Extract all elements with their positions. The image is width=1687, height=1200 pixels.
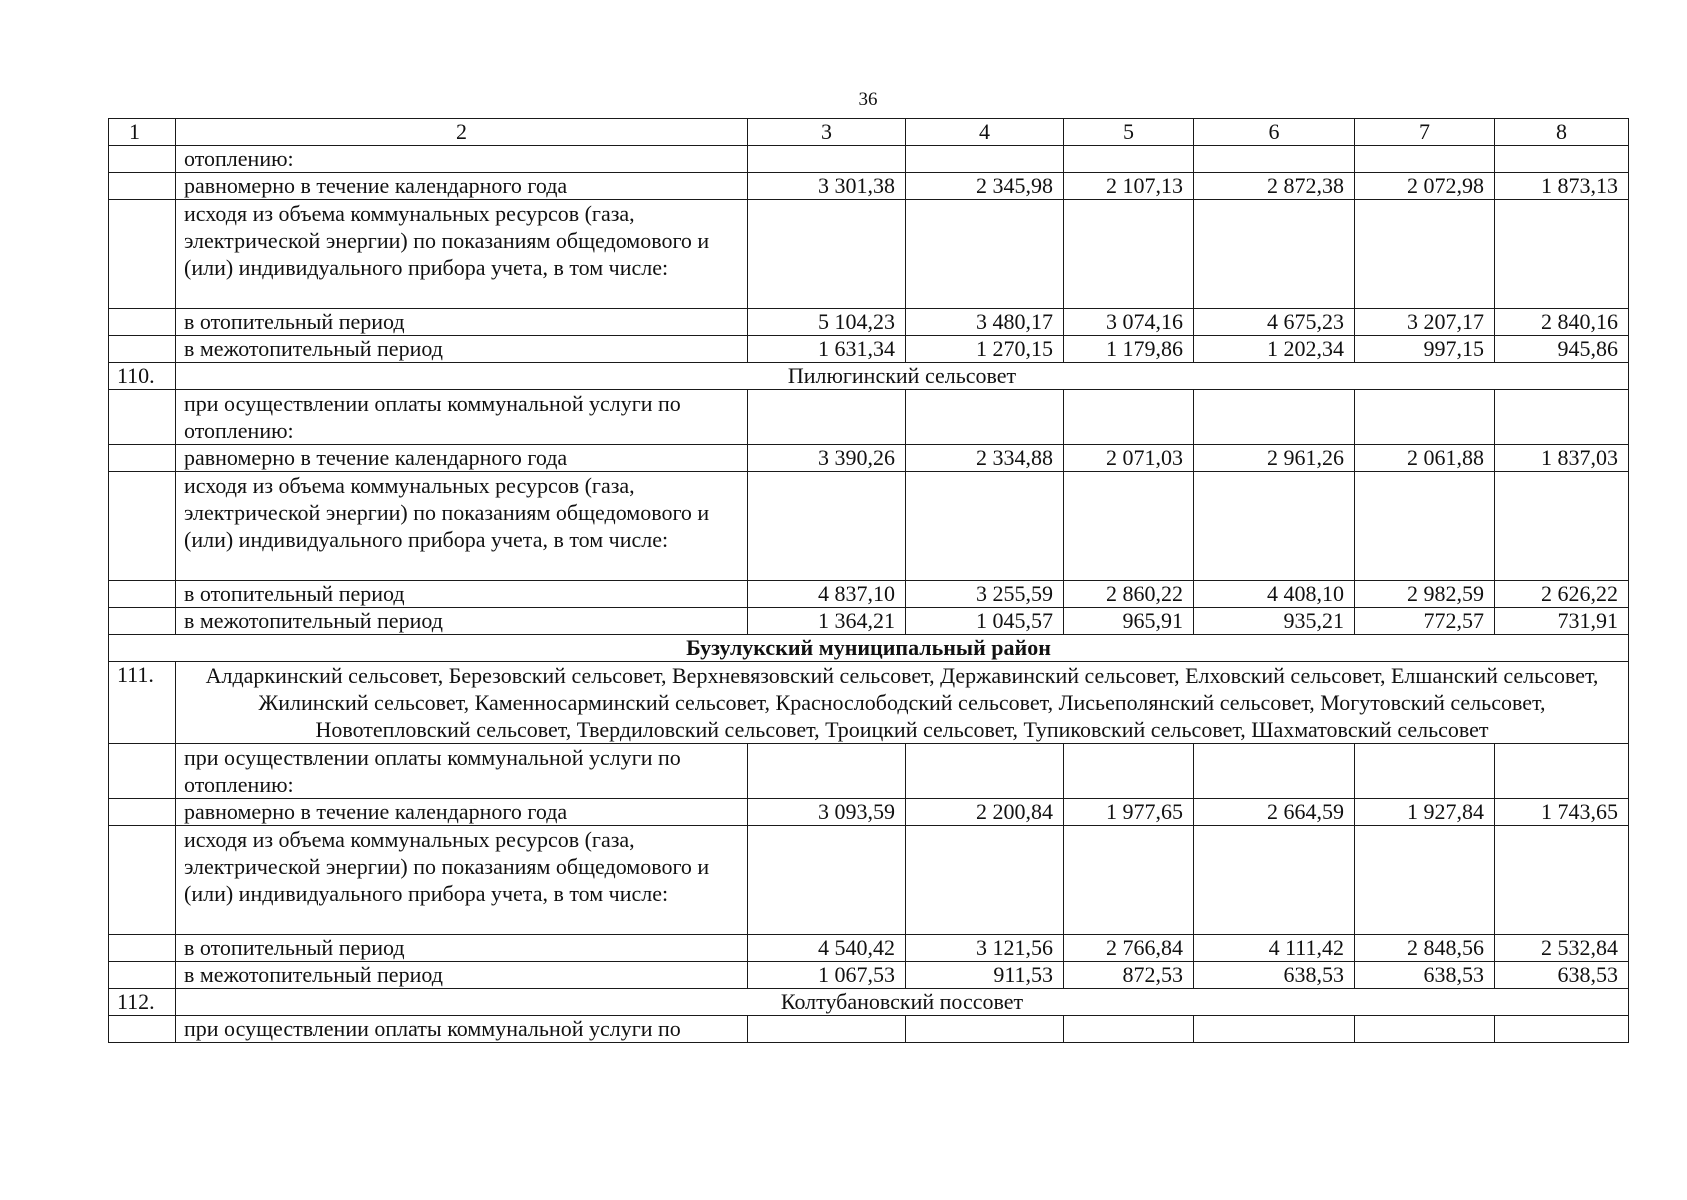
section-title: Колтубановский поссовет	[176, 989, 1629, 1016]
value-cell: 2 860,22	[1064, 581, 1194, 608]
value-cell: 2 626,22	[1495, 581, 1629, 608]
value-cell: 3 255,59	[906, 581, 1064, 608]
value-cell: 638,53	[1495, 962, 1629, 989]
value-cell: 2 982,59	[1355, 581, 1495, 608]
section-row-110	[109, 363, 1629, 390]
value-cell: 1 873,13	[1495, 173, 1629, 200]
value-cell: 2 664,59	[1194, 799, 1355, 826]
column-header: 5	[1064, 119, 1194, 146]
value-cell: 945,86	[1495, 336, 1629, 363]
value-cell: 2 072,98	[1355, 173, 1495, 200]
value-cell: 935,21	[1194, 608, 1355, 635]
table-row	[109, 173, 1629, 200]
table-row	[109, 146, 1629, 173]
column-header: 2	[176, 119, 748, 146]
value-cell: 2 061,88	[1355, 445, 1495, 472]
table-row	[109, 962, 1629, 989]
value-cell: 1 927,84	[1355, 799, 1495, 826]
table-row	[109, 336, 1629, 363]
value-cell: 1 743,65	[1495, 799, 1629, 826]
value-cell: 3 074,16	[1064, 309, 1194, 336]
value-cell: 4 540,42	[748, 935, 906, 962]
value-cell: 4 837,10	[748, 581, 906, 608]
table-row	[109, 309, 1629, 336]
table-row	[109, 581, 1629, 608]
row-label: исходя из объема коммунальных ресурсов (газа, электрической энергии) по показаниям общедомового и (или) индивидуального прибора учета, в том числе:	[176, 826, 748, 935]
value-cell: 2 848,56	[1355, 935, 1495, 962]
column-header-row	[109, 119, 1629, 146]
row-label: при осуществлении оплаты коммунальной услуги по	[176, 1016, 748, 1043]
row-label: равномерно в течение календарного года	[176, 173, 748, 200]
row-label: в межотопительный период	[176, 962, 748, 989]
table-row	[109, 1016, 1629, 1043]
row-label: равномерно в течение календарного года	[176, 799, 748, 826]
value-cell: 2 107,13	[1064, 173, 1194, 200]
value-cell: 872,53	[1064, 962, 1194, 989]
value-cell: 1 179,86	[1064, 336, 1194, 363]
row-label: отоплению:	[176, 146, 748, 173]
row-label: в межотопительный период	[176, 608, 748, 635]
value-cell: 731,91	[1495, 608, 1629, 635]
value-cell: 5 104,23	[748, 309, 906, 336]
value-cell: 4 111,42	[1194, 935, 1355, 962]
value-cell: 1 631,34	[748, 336, 906, 363]
value-cell: 4 408,10	[1194, 581, 1355, 608]
section-number: 112.	[109, 989, 176, 1016]
row-label: в отопительный период	[176, 581, 748, 608]
value-cell: 1 977,65	[1064, 799, 1194, 826]
value-cell: 2 872,38	[1194, 173, 1355, 200]
value-cell: 1 364,21	[748, 608, 906, 635]
table-row	[109, 935, 1629, 962]
value-cell: 3 121,56	[906, 935, 1064, 962]
value-cell: 1 067,53	[748, 962, 906, 989]
table-row	[109, 799, 1629, 826]
value-cell: 1 045,57	[906, 608, 1064, 635]
value-cell: 3 207,17	[1355, 309, 1495, 336]
value-cell: 638,53	[1355, 962, 1495, 989]
value-cell: 3 390,26	[748, 445, 906, 472]
section-number: 111.	[109, 662, 176, 744]
table-row	[109, 826, 1629, 935]
table-row	[109, 744, 1629, 799]
row-label: равномерно в течение календарного года	[176, 445, 748, 472]
value-cell: 2 532,84	[1495, 935, 1629, 962]
column-header: 8	[1495, 119, 1629, 146]
row-label: при осуществлении оплаты коммунальной услуги по отоплению:	[176, 390, 748, 445]
table-row	[109, 390, 1629, 445]
row-label: при осуществлении оплаты коммунальной услуги по отоплению:	[176, 744, 748, 799]
row-label: в отопительный период	[176, 935, 748, 962]
value-cell: 3 301,38	[748, 173, 906, 200]
district-title: Бузулукский муниципальный район	[109, 635, 1629, 662]
value-cell: 2 200,84	[906, 799, 1064, 826]
value-cell: 1 202,34	[1194, 336, 1355, 363]
row-label: в межотопительный период	[176, 336, 748, 363]
value-cell: 1 837,03	[1495, 445, 1629, 472]
column-header: 1	[109, 119, 176, 146]
row-label: в отопительный период	[176, 309, 748, 336]
value-cell: 3 480,17	[906, 309, 1064, 336]
value-cell: 2 840,16	[1495, 309, 1629, 336]
section-title: Алдаркинский сельсовет, Березовский сельсовет, Верхневязовский сельсовет, Державинский сельсовет, Елховский сельсовет, Елшанский сельсовет, Жилинский сельсовет, Каменносарминский сельсовет, Краснослободский сельсовет, Лисьеполянский сельсовет, Могутовский сельсовет, Новотепловский сельсовет, Твердиловский сельсовет, Троицкий сельсовет, Тупиковский сельсовет, Шахматовский сельсовет	[176, 662, 1629, 744]
section-row-112	[109, 989, 1629, 1016]
table-row	[109, 200, 1629, 309]
section-number: 110.	[109, 363, 176, 390]
table-row	[109, 472, 1629, 581]
section-title: Пилюгинский сельсовет	[176, 363, 1629, 390]
tariff-table	[108, 118, 1629, 1043]
value-cell: 2 961,26	[1194, 445, 1355, 472]
value-cell: 1 270,15	[906, 336, 1064, 363]
value-cell: 2 766,84	[1064, 935, 1194, 962]
value-cell: 965,91	[1064, 608, 1194, 635]
value-cell: 772,57	[1355, 608, 1495, 635]
row-label: исходя из объема коммунальных ресурсов (газа, электрической энергии) по показаниям общедомового и (или) индивидуального прибора учета, в том числе:	[176, 472, 748, 581]
page-number: 36	[858, 89, 878, 110]
column-header: 6	[1194, 119, 1355, 146]
column-header: 7	[1355, 119, 1495, 146]
value-cell: 2 345,98	[906, 173, 1064, 200]
value-cell: 911,53	[906, 962, 1064, 989]
district-row	[109, 635, 1629, 662]
value-cell: 4 675,23	[1194, 309, 1355, 336]
value-cell: 638,53	[1194, 962, 1355, 989]
table-row	[109, 608, 1629, 635]
table-row	[109, 445, 1629, 472]
value-cell: 2 334,88	[906, 445, 1064, 472]
value-cell: 3 093,59	[748, 799, 906, 826]
row-label: исходя из объема коммунальных ресурсов (газа, электрической энергии) по показаниям общедомового и (или) индивидуального прибора учета, в том числе:	[176, 200, 748, 309]
section-row-111	[109, 662, 1629, 744]
value-cell: 2 071,03	[1064, 445, 1194, 472]
value-cell: 997,15	[1355, 336, 1495, 363]
column-header: 3	[748, 119, 906, 146]
column-header: 4	[906, 119, 1064, 146]
